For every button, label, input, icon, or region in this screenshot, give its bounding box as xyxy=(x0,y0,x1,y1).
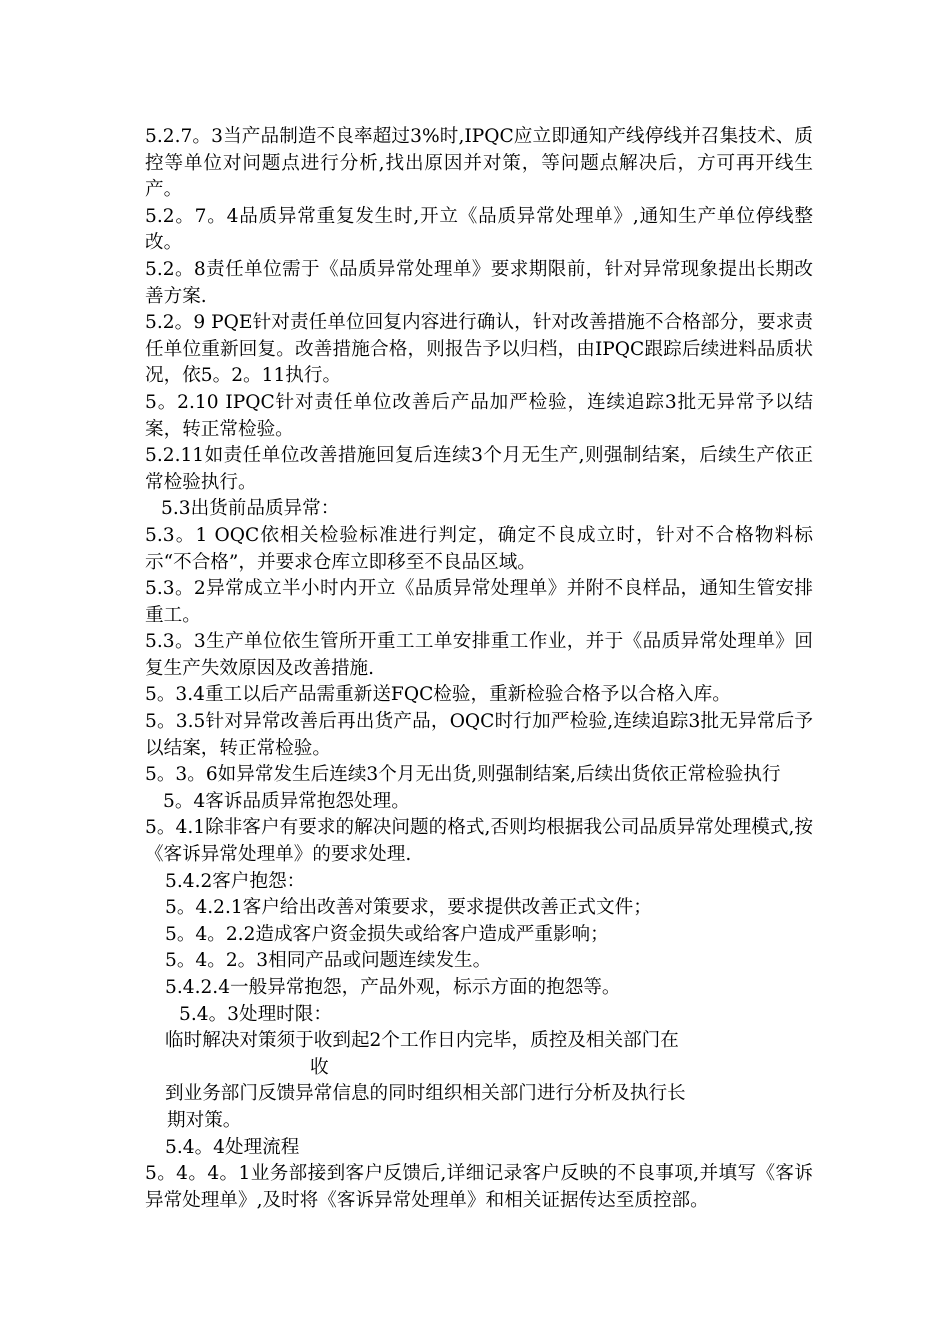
list-item: 5。4.2.1客户给出改善对策要求，要求提供改善正式文件； xyxy=(165,897,652,919)
paragraph: 5.3。2异常成立半小时内开立《品质异常处理单》并附不良样品，通知生管安排重工。 xyxy=(145,578,813,626)
section-heading: 5。4客诉品质异常抱怨处理。 xyxy=(163,790,410,812)
sub-heading: 5.4。3处理时限： xyxy=(179,1003,332,1025)
paragraph: 5.2.11如责任单位改善措施回复后连续3个月无生产,则强制结案，后续生产依正常检验执行。 xyxy=(145,445,813,493)
paragraph: 5。4.1除非客户有要求的解决问题的格式,否则均根据我公司品质异常处理模式,按《客诉异常处理单》的要求处理. xyxy=(145,817,813,866)
paragraph: 5.3。1 OQC依相关检验标准进行判定，确定不良成立时，针对不合格物料标示“不合格”，并要求仓库立即移至不良品区域。 xyxy=(145,524,813,573)
sub-heading: 5.4。4处理流程 xyxy=(165,1136,300,1158)
list-item: 5.4.2.4一般异常抱怨，产品外观，标示方面的抱怨等。 xyxy=(165,977,621,998)
paragraph: 5。2.10 IPQC针对责任单位改善后产品加严检验，连续追踪3批无异常予以结案，转正常检验。 xyxy=(145,391,813,440)
section-heading: 5.3出货前品质异常： xyxy=(161,498,340,520)
list-item: 5。4。2。3相同产品或问题连续发生。 xyxy=(165,950,492,972)
paragraph: 5。3.4重工以后产品需重新送FQC检验，重新检验合格予以合格入库。 xyxy=(145,684,731,706)
paragraph: 5.3。3生产单位依生管所开重工工单安排重工作业，并于《品质异常处理单》回复生产失效原因及改善措施. xyxy=(145,631,813,679)
time-limit-line: 期对策。 xyxy=(167,1109,242,1131)
document-page xyxy=(145,124,813,1214)
paragraph: 5。3。6如异常发生后连续3个月无出货,则强制结案,后续出货依正常检验执行 xyxy=(145,764,781,786)
paragraph: 5.2.7。3当产品制造不良率超过3%时,IPQC应立即通知产线停线并召集技术、质控等单位对问题点进行分析,找出原因并对策，等问题点解决后，方可再开线生产。 xyxy=(145,126,813,201)
time-limit-line-wrap: 收 xyxy=(310,1056,329,1078)
list-item: 5。4。2.2造成客户资金损失或给客户造成严重影响； xyxy=(165,923,609,945)
time-limit-line: 临时解决对策须于收到起2个工作日内完毕，质控及相关部门在 xyxy=(165,1030,679,1052)
paragraph: 5.2。9 PQE针对责任单位回复内容进行确认，针对改善措施不合格部分，要求责任单位重新回复。改善措施合格，则报告予以归档，由IPQC跟踪后续进料品质状况，依5。2。11执行。 xyxy=(145,312,813,387)
paragraph: 5.2。8责任单位需于《品质异常处理单》要求期限前，针对异常现象提出长期改善方案. xyxy=(145,258,813,307)
paragraph: 5.2。7。4品质异常重复发生时,开立《品质异常处理单》,通知生产单位停线整改。 xyxy=(145,205,813,254)
time-limit-block xyxy=(145,1028,813,1134)
paragraph: 5。4。4。1业务部接到客户反馈后,详细记录客户反映的不良事项,并填写《客诉异常处理单》,及时将《客诉异常处理单》和相关证据传达至质控部。 xyxy=(145,1163,813,1211)
paragraph: 5。3.5针对异常改善后再出货产品，OQC时行加严检验,连续追踪3批无异常后予以结案，转正常检验。 xyxy=(145,711,813,759)
sub-heading: 5.4.2客户抱怨： xyxy=(165,870,306,892)
time-limit-line: 到业务部门反馈异常信息的同时组织相关部门进行分析及执行长 xyxy=(165,1083,686,1105)
